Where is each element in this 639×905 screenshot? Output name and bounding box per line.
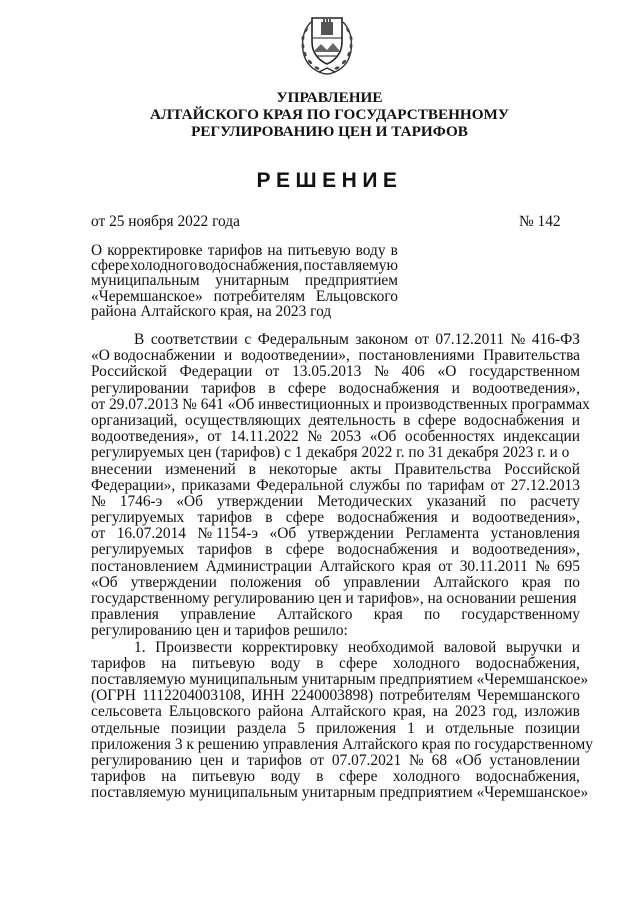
body-word: водоснабжения, (475, 654, 580, 672)
subject-word: на (267, 242, 283, 259)
body-line (91, 526, 580, 542)
body-line (91, 607, 580, 623)
body-word: «Об (91, 573, 118, 591)
body-line (91, 591, 580, 607)
body-word: 14.11.2022 (230, 428, 299, 446)
subject-word: унитарным (215, 272, 290, 290)
subject-word: муниципальным (91, 272, 200, 290)
body-line (91, 542, 580, 558)
body-word: сфере (285, 509, 325, 527)
body-word: выручки (505, 638, 563, 656)
body-line (91, 769, 580, 785)
body-word: сфере (417, 411, 457, 429)
body-word: от (414, 331, 429, 348)
body-word: 13.05.2013 (292, 363, 362, 381)
body-word: ИНН (251, 687, 285, 705)
body-word: отдельные (91, 719, 160, 737)
organization-line-2: АЛТАЙСКОГО КРАЯ ПО ГОСУДАРСТВЕННОМУ (149, 106, 510, 123)
body-word: 1112204003108, (142, 687, 245, 705)
body-word: службы (349, 476, 401, 494)
body-word: постановлениями (358, 347, 475, 365)
body-word: тарифов (201, 379, 256, 397)
subject-word: О (91, 242, 103, 259)
body-word: Алтайского (433, 573, 509, 591)
organization-line-1: УПРАВЛЕНИЕ (276, 89, 383, 106)
body-word: сфере (339, 768, 378, 786)
body-word: 07.07.2021 (331, 751, 402, 769)
body-word: Черемшанского (477, 687, 580, 705)
body-word: от (265, 363, 280, 381)
body-line (91, 332, 580, 348)
body-word: «О (437, 363, 457, 381)
body-word: № (307, 428, 322, 446)
body-word: в (403, 411, 411, 429)
body-word: акты (350, 460, 382, 478)
body-word: 68 (431, 751, 448, 769)
body-word: Произвести (155, 638, 233, 656)
body-word: Федеральной (256, 476, 344, 494)
body-word: на (161, 654, 177, 672)
body-word: водоотведения», (472, 509, 580, 527)
body-word: 406 (401, 363, 425, 381)
body-word: постановлением (91, 557, 199, 575)
body-word: тарифов (197, 541, 253, 559)
body-word: расчету (530, 492, 580, 510)
body-word: управлении (343, 573, 420, 591)
body-word: водоснабжения (337, 541, 438, 559)
subject-word: района Алтайского края, на 2023 год (91, 302, 332, 320)
decision-date: от 25 ноября 2022 года (91, 213, 240, 230)
body-word: регулируемых цен (тарифов) с 1 декабря 2022 г. по 31 декабря 2023 г. и о (91, 444, 570, 462)
body-word: воду (270, 768, 301, 786)
body-word: тарифов (91, 654, 146, 672)
body-word: 1 (407, 719, 415, 737)
body-word: водоснабжения (338, 379, 440, 397)
body-word: указаний (426, 492, 487, 510)
subject-word: сфере (91, 257, 130, 275)
body-word: Администрации (205, 557, 313, 575)
body-word: тарифов (197, 509, 253, 527)
body-word: валовой (443, 638, 497, 656)
body-word: позиции (524, 719, 580, 737)
body-word: «Об (369, 428, 397, 446)
body-word: регулированию (91, 751, 193, 769)
subject-line (91, 258, 398, 273)
body-word: 695 (556, 557, 580, 575)
body-word: положения (229, 573, 302, 591)
subject-line (91, 243, 398, 258)
body-word: позиции (170, 719, 226, 737)
subject-word: в (390, 242, 398, 259)
body-word: холодного (393, 654, 460, 672)
body-word: от (490, 476, 505, 494)
document-title: РЕШЕНИЕ (256, 169, 403, 192)
body-word: 16.07.2014 (116, 525, 186, 543)
subject-word: Ельцовского (315, 287, 398, 305)
body-word: некоторые (268, 460, 338, 478)
body-word: края (402, 557, 432, 575)
subject-word: водоснабжения, (198, 257, 303, 275)
body-word: изложив (524, 703, 580, 721)
body-word: изменений (165, 460, 236, 478)
body-line (91, 364, 580, 380)
body-word: соответствии (150, 331, 238, 348)
body-word: воду (270, 654, 301, 672)
body-line (91, 478, 580, 494)
body-word: и (450, 541, 460, 559)
subject-word: воду (355, 242, 386, 259)
body-line (91, 704, 580, 720)
subject-word: «Черемшанское» (91, 287, 203, 305)
body-word: раздела (236, 719, 287, 737)
body-word: «Об (454, 751, 482, 769)
body-word: установлении (489, 751, 580, 769)
body-word: Ельцовского (168, 703, 251, 721)
body-word: Регламента (405, 525, 480, 543)
body-word: сфере (285, 541, 325, 559)
body-word: по (424, 606, 441, 624)
body-word: края, (392, 703, 426, 721)
body-line (91, 348, 580, 364)
body-word: и (571, 411, 580, 429)
body-word: тарифам (428, 476, 485, 494)
body-word: установления (490, 525, 580, 543)
body-word: питьевую (191, 768, 255, 786)
body-word: приказами (181, 476, 251, 494)
body-word: регулированию цен и тарифов решило: (91, 622, 348, 640)
body-word: № (510, 331, 526, 348)
body-word: в (316, 654, 324, 672)
body-word: на (161, 768, 177, 786)
body-word: государственному регулированию цен и тарифов», на основании решения (91, 590, 577, 607)
body-word: 5 (297, 719, 306, 737)
body-word: «О водоснабжении (91, 347, 216, 365)
body-word: поставляемую муниципальным унитарным предприятием «Черемшанское» (91, 784, 589, 802)
organization-line-3: РЕГУЛИРОВАНИЮ ЦЕН И ТАРИФОВ (191, 123, 468, 140)
body-word: № 1154-э (197, 525, 258, 543)
body-word: и (231, 751, 240, 769)
subject-line (91, 289, 398, 304)
body-word: особенностях (404, 428, 495, 446)
body-word: водоотведении», (240, 347, 350, 365)
organization-name (120, 89, 539, 140)
decision-body (91, 331, 593, 802)
body-word: водоотведения», (91, 428, 199, 446)
body-word: в (316, 768, 324, 786)
body-word: по (563, 573, 580, 591)
body-word: Правительства (483, 347, 580, 365)
body-line (91, 381, 580, 397)
body-word: по (500, 492, 517, 510)
body-word: и (425, 719, 435, 737)
body-word: регулировании (91, 379, 189, 397)
body-word: района (257, 703, 304, 721)
body-word: государственному (461, 606, 580, 624)
body-word: водоотведения», (472, 541, 580, 559)
body-line (91, 462, 580, 478)
body-word: водоотведения», (472, 379, 580, 397)
body-word: с (244, 331, 252, 348)
body-word: от 29.07.2013 № 641 «Об инвестиционных и производственных программах (91, 395, 590, 413)
body-word: Российской (504, 460, 580, 478)
body-word: по (406, 476, 423, 494)
body-word: управление (180, 606, 256, 624)
body-word: внесении (91, 460, 153, 478)
subject-word: поставляемую (303, 257, 398, 275)
body-word: 1. (134, 638, 146, 656)
body-line (91, 640, 580, 656)
body-word: законом (355, 331, 409, 348)
body-line (91, 670, 589, 688)
body-word: и (451, 379, 460, 397)
body-word: «Об (269, 525, 297, 543)
body-word: тарифов (247, 751, 302, 769)
body-word: от (207, 428, 222, 446)
body-word: сфере (287, 379, 327, 397)
body-word: Российской (91, 363, 167, 381)
body-word: питьевую (191, 654, 255, 672)
body-line (91, 721, 580, 737)
body-word: от (438, 557, 453, 575)
subject-word: тарифов (207, 242, 263, 259)
body-word: на (432, 703, 448, 721)
body-word: индексации (503, 428, 580, 446)
coat-of-arms-icon (297, 8, 357, 76)
body-word: водоснабжения (463, 411, 565, 429)
subject-word: корректировке (107, 242, 203, 259)
body-word: № (409, 751, 424, 769)
body-word: Правительства (394, 460, 492, 478)
body-line (91, 559, 580, 575)
body-word: 2240003898) (291, 687, 374, 705)
body-line (91, 429, 580, 445)
subject-word: холодного (130, 257, 198, 275)
body-word: № (91, 492, 106, 510)
body-word: регулируемых (91, 509, 185, 527)
body-line (91, 445, 580, 461)
body-word: 1746-э (119, 492, 163, 510)
body-word: государственном (469, 363, 580, 381)
body-word: Алтайского (310, 703, 386, 721)
body-word: от (91, 525, 106, 543)
body-word: деятельность (308, 411, 396, 429)
body-word: № (535, 557, 550, 575)
body-word: сфере (339, 654, 378, 672)
body-word: поставляемую муниципальным унитарным предприятием «Черемшанское» (91, 670, 589, 688)
body-word: утверждении (130, 573, 217, 591)
body-word: утверждении (307, 525, 394, 543)
body-word: Алтайского (276, 606, 353, 624)
body-word: в (248, 460, 256, 478)
body-word: края (521, 573, 551, 591)
body-line (91, 735, 593, 753)
body-word: корректировку (241, 638, 339, 656)
body-word: правления (91, 606, 159, 624)
body-word: в (265, 509, 273, 527)
body-line (91, 656, 580, 672)
body-word: «Об (176, 492, 203, 510)
body-word: 2023 (454, 703, 486, 721)
body-word: 07.12.2011 (435, 331, 505, 348)
body-word: цен (199, 751, 224, 769)
body-line (91, 413, 580, 429)
body-word: 2053 (330, 428, 362, 446)
body-line (91, 784, 589, 802)
subject-line (91, 304, 398, 319)
body-line (91, 688, 580, 704)
body-word: В (134, 331, 145, 348)
body-word: № (374, 363, 389, 381)
body-word: водоснабжения, (475, 768, 580, 786)
body-word: Федерации (179, 363, 253, 381)
body-word: в (268, 379, 276, 397)
body-line (91, 395, 590, 413)
subject-line (91, 273, 398, 288)
decision-subject (91, 243, 398, 319)
body-line (91, 494, 580, 510)
body-word: приложения (316, 719, 397, 737)
body-word: тарифов (91, 768, 146, 786)
body-word: об (314, 573, 331, 591)
body-word: 416-ФЗ (531, 331, 580, 348)
body-word: утверждении (217, 492, 304, 510)
body-line (91, 753, 580, 769)
body-word: сельсовета (91, 703, 162, 721)
body-word: холодного (393, 768, 460, 786)
body-word: и (450, 509, 460, 527)
body-line (91, 510, 580, 526)
body-line (91, 575, 580, 591)
body-word: Алтайского (319, 557, 395, 575)
subject-word: предприятием (304, 272, 398, 290)
body-word: 30.11.2011 (459, 557, 528, 575)
body-word: и (571, 638, 580, 656)
body-word: Федеральным (257, 331, 349, 348)
body-word: приложения 3 к решению управления Алтайского края по государственному (91, 735, 593, 753)
body-line (91, 623, 580, 639)
subject-word: питьевую (287, 242, 351, 259)
decision-number: № 142 (519, 213, 561, 230)
body-word: осуществляющих (185, 411, 302, 429)
body-word: потребителям (379, 687, 471, 705)
body-word: Методических (317, 492, 413, 510)
body-word: и (224, 347, 233, 365)
body-word: необходимой (347, 638, 435, 656)
body-word: отдельные (445, 719, 514, 737)
body-word: от (309, 751, 324, 769)
body-word: организаций, (91, 411, 178, 429)
body-word: (ОГРН (91, 687, 136, 705)
body-word: год, (492, 703, 518, 721)
body-word: 27.12.2013 (510, 476, 580, 494)
body-word: Федерации», (91, 476, 176, 494)
subject-word: потребителям (213, 287, 305, 305)
body-word: регулируемых (91, 541, 185, 559)
body-word: края (373, 606, 403, 624)
body-word: водоснабжения (337, 509, 438, 527)
body-word: в (265, 541, 273, 559)
